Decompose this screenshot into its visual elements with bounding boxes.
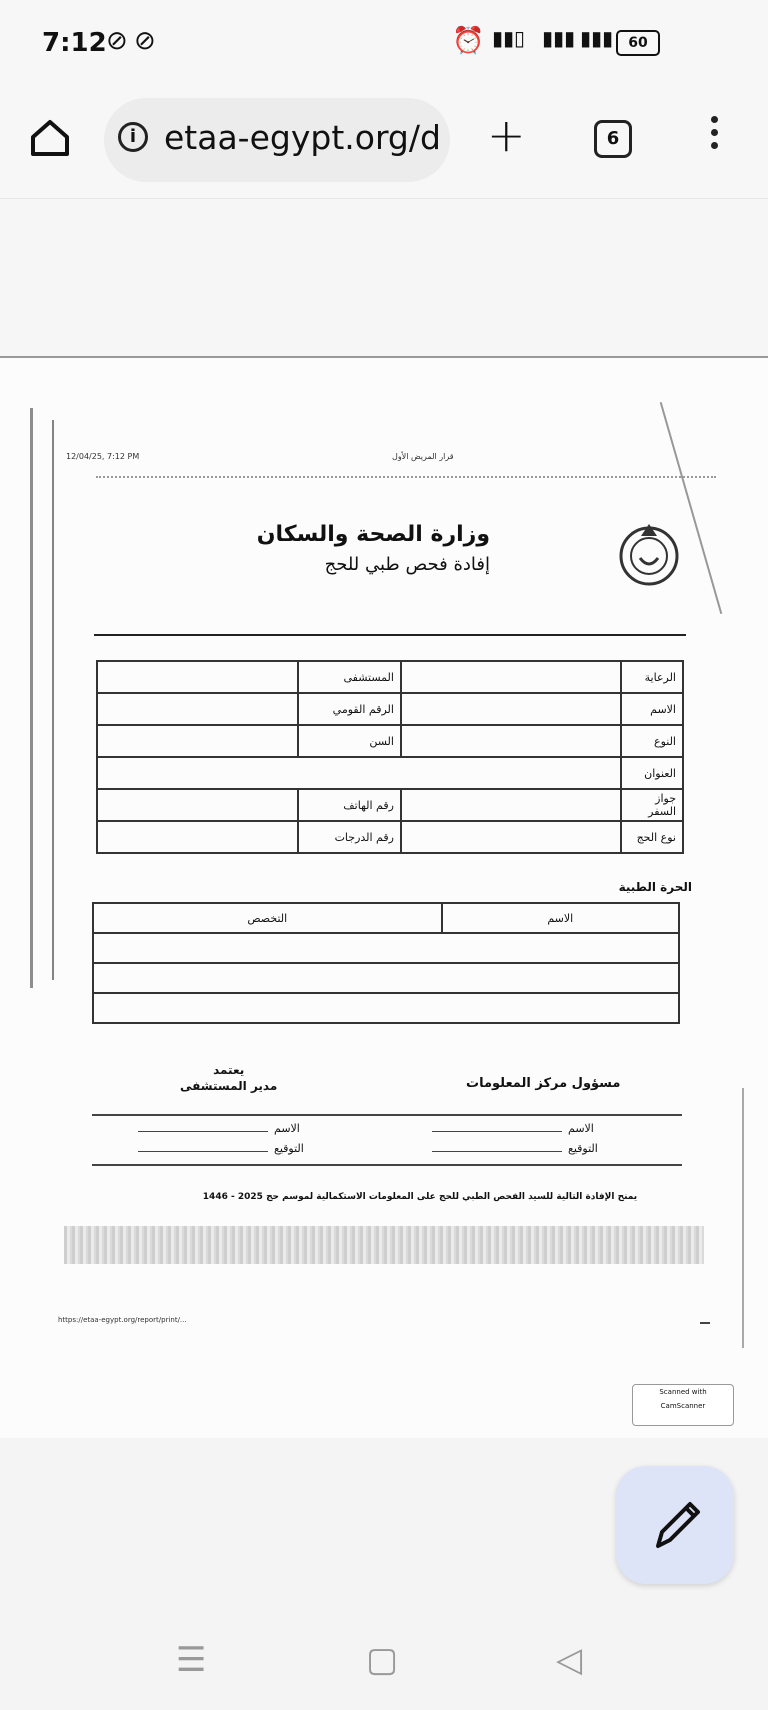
signal-strength-icon: ▮▮▯ <box>492 26 526 50</box>
table-cell-label: رقم الدرجات <box>298 821 401 853</box>
left-signature-field <box>138 1142 304 1155</box>
table-cell <box>97 693 298 725</box>
document-note: يمنح الإفادة التالية للسيد الفحص الطبي للحج على المعلومات الاستكمالية لموسم حج 2025 - 1446 <box>202 1192 638 1202</box>
table-cell <box>93 933 679 963</box>
battery-level: 60 <box>628 35 648 51</box>
scan-edge-line <box>30 408 33 988</box>
status-time: 7:12 <box>42 28 107 58</box>
right-signature-field <box>432 1142 598 1155</box>
hospital-director-heading <box>180 1062 277 1094</box>
blank-line <box>432 1131 562 1132</box>
table-row <box>97 693 683 725</box>
document-page[interactable] <box>0 356 768 1438</box>
site-info-icon[interactable]: i <box>118 122 148 152</box>
table-cell <box>97 725 298 757</box>
ministry-title: وزارة الصحة والسكان <box>256 522 490 547</box>
table-cell-label: رقم الهاتف <box>298 789 401 821</box>
edit-fab-button[interactable] <box>616 1466 734 1584</box>
blank-line <box>138 1151 268 1152</box>
table-row <box>93 963 679 993</box>
home-nav-icon[interactable]: ▢ <box>366 1640 399 1680</box>
doc-header-right: قرار المريض الأول <box>392 452 454 461</box>
tab-switcher-button[interactable]: 6 <box>594 120 632 158</box>
column-header-name: الاسم <box>442 903 679 933</box>
blank-line <box>432 1151 562 1152</box>
browser-toolbar <box>0 90 768 199</box>
pencil-icon <box>616 1466 734 1584</box>
scan-edge-line <box>52 420 54 980</box>
table-row <box>93 933 679 963</box>
info-center-heading: مسؤول مركز المعلومات <box>466 1076 621 1091</box>
table-row <box>93 993 679 1023</box>
do-not-disturb-icon: ⊘ <box>134 26 156 56</box>
camscanner-watermark <box>632 1384 734 1426</box>
medical-committee-table <box>92 902 680 1024</box>
watermark-line: Scanned with <box>659 1388 707 1396</box>
scanned-noise-strip <box>64 1226 704 1264</box>
table-cell <box>93 993 679 1023</box>
ministry-logo-icon <box>614 518 684 588</box>
title-rule <box>94 634 686 636</box>
table-cell-label: الرقم القومي <box>298 693 401 725</box>
watermark-line: CamScanner <box>660 1402 706 1410</box>
signature-divider <box>92 1114 682 1116</box>
section-title: الحرة الطبية <box>618 880 692 894</box>
table-cell <box>97 789 298 821</box>
table-row <box>97 725 683 757</box>
do-not-disturb-icon: ⊘ <box>106 26 128 56</box>
status-bar <box>0 0 768 90</box>
field-label: الاسم <box>568 1122 594 1135</box>
dotted-divider <box>96 476 716 478</box>
document-footer: https://etaa-egypt.org/report/print/... <box>58 1316 187 1324</box>
table-cell-label: النوع <box>621 725 683 757</box>
left-name-field <box>138 1122 300 1135</box>
blank-line <box>138 1131 268 1132</box>
doc-header-left: ‌12/04/25, 7:12 PM <box>66 452 140 461</box>
table-row <box>97 757 683 789</box>
battery-icon <box>616 30 660 56</box>
director-label: مدير المستشفى <box>180 1079 278 1093</box>
patient-info-table <box>96 660 684 854</box>
approval-label: يعتمد <box>213 1063 245 1077</box>
url-text[interactable]: etaa-egypt.org/d <box>164 118 441 157</box>
table-cell-label: العنوان <box>621 757 683 789</box>
table-cell-label: الاسم <box>621 693 683 725</box>
recent-apps-icon[interactable]: ☰ <box>176 1640 207 1680</box>
table-cell-label: جواز السفر <box>621 789 683 821</box>
alarm-icon: ⏰ <box>452 26 485 56</box>
footer-dash <box>700 1322 710 1324</box>
table-row <box>97 661 683 693</box>
back-icon[interactable]: ◁ <box>556 1640 583 1680</box>
signature-divider <box>92 1164 682 1166</box>
table-cell <box>93 963 679 993</box>
viewer-top-spacer <box>0 199 768 355</box>
menu-dot-icon <box>711 129 718 136</box>
new-tab-button[interactable]: + <box>487 108 526 162</box>
table-cell-label: المستشفى <box>298 661 401 693</box>
scan-edge-line <box>742 1088 744 1348</box>
form-subtitle: إفادة فحص طبي للحج <box>324 554 490 575</box>
table-cell-label: الرعاية <box>621 661 683 693</box>
table-cell-label: السن <box>298 725 401 757</box>
menu-dot-icon <box>711 116 718 123</box>
table-cell <box>401 693 621 725</box>
table-header-row <box>93 903 679 933</box>
column-header-specialty: التخصص <box>93 903 442 933</box>
table-cell <box>401 789 621 821</box>
address-bar[interactable] <box>104 98 450 182</box>
table-row <box>97 789 683 821</box>
table-row <box>97 821 683 853</box>
field-label: الاسم <box>274 1122 300 1135</box>
table-cell <box>401 725 621 757</box>
signal-strength-icon: ▮▮▮ <box>542 26 576 50</box>
system-nav-bar <box>0 1600 768 1710</box>
table-cell <box>401 821 621 853</box>
table-cell <box>97 757 621 789</box>
table-cell <box>97 821 298 853</box>
table-cell <box>401 661 621 693</box>
overflow-menu-button[interactable] <box>704 110 724 170</box>
table-cell-label: نوع الحج <box>621 821 683 853</box>
table-cell <box>97 661 298 693</box>
field-label: التوقيع <box>274 1142 304 1155</box>
right-name-field <box>432 1122 594 1135</box>
home-icon[interactable] <box>28 116 72 160</box>
signal-strength-icon: ▮▮▮ <box>580 26 614 50</box>
field-label: التوقيع <box>568 1142 598 1155</box>
menu-dot-icon <box>711 142 718 149</box>
